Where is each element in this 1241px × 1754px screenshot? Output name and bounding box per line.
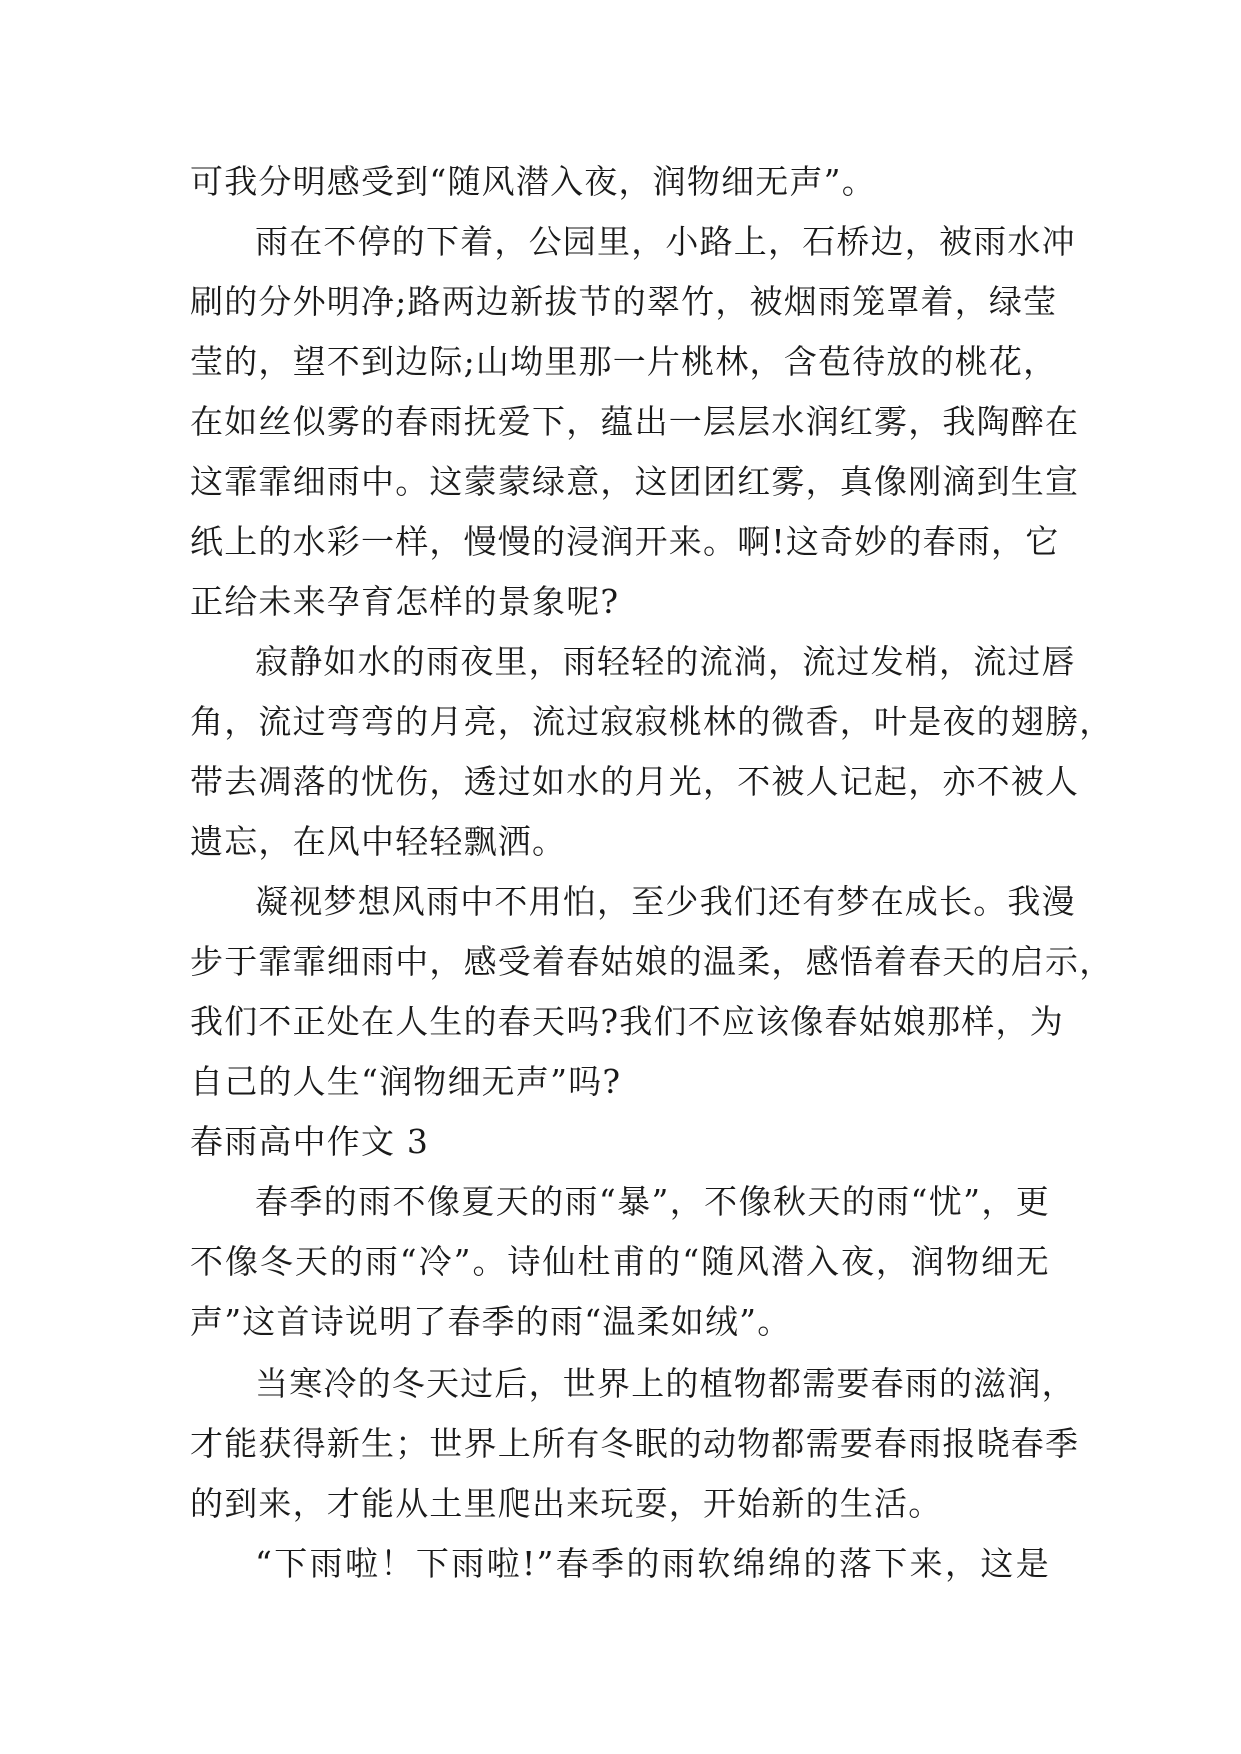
text-line-16: 自己的人生“润物细无声”吗? (190, 1062, 622, 1101)
text-line-22: 才能获得新生；世界上所有冬眠的动物都需要春雨报晓春季 (190, 1424, 1080, 1463)
text-line-10: 角，流过弯弯的月亮，流过寂寂桃林的微香，叶是夜的翅膀， (190, 702, 1114, 741)
text-line-23: 的到来，才能从土里爬出来玩耍，开始新的生活。 (190, 1484, 943, 1523)
text-line-19: 不像冬天的雨“冷”。诗仙杜甫的“随风潜入夜，润物细无 (190, 1242, 1050, 1281)
text-line-20: 声”这首诗说明了春季的雨“温柔如绒”。 (190, 1302, 792, 1341)
text-line-1: 可我分明感受到“随风潜入夜，润物细无声”。 (190, 162, 876, 201)
section-heading: 春雨高中作文 3 (190, 1122, 430, 1161)
text-line-24: “下雨啦！下雨啦!”春季的雨软绵绵的落下来，这是 (255, 1544, 1050, 1583)
text-line-14: 步于霏霏细雨中，感受着春姑娘的温柔，感悟着春天的启示， (190, 942, 1114, 981)
text-line-6: 这霏霏细雨中。这蒙蒙绿意，这团团红雾，真像刚滴到生宣 (190, 462, 1080, 501)
text-line-8: 正给未来孕育怎样的景象呢? (190, 582, 620, 621)
text-line-12: 遗忘，在风中轻轻飘洒。 (190, 822, 567, 861)
text-line-13: 凝视梦想风雨中不用怕，至少我们还有梦在成长。我漫 (255, 882, 1076, 921)
text-line-5: 在如丝似雾的春雨抚爱下，蕴出一层层水润红雾，我陶醉在 (190, 402, 1080, 441)
text-line-2: 雨在不停的下着，公园里，小路上，石桥边，被雨水冲 (255, 222, 1076, 261)
text-line-18: 春季的雨不像夏天的雨“暴”，不像秋天的雨“忧”，更 (255, 1182, 1050, 1221)
text-line-21: 当寒冷的冬天过后，世界上的植物都需要春雨的滋润， (255, 1364, 1076, 1403)
text-line-7: 纸上的水彩一样，慢慢的浸润开来。啊!这奇妙的春雨，它 (190, 522, 1060, 561)
text-line-9: 寂静如水的雨夜里，雨轻轻的流淌，流过发梢，流过唇 (255, 642, 1076, 681)
text-line-3: 刷的分外明净;路两边新拔节的翠竹，被烟雨笼罩着，绿莹 (190, 282, 1058, 321)
text-line-15: 我们不正处在人生的春天吗?我们不应该像春姑娘那样，为 (190, 1002, 1064, 1041)
text-line-11: 带去凋落的忧伤，透过如水的月光，不被人记起，亦不被人 (190, 762, 1080, 801)
text-line-4: 莹的，望不到边际;山坳里那一片桃林，含苞待放的桃花， (190, 342, 1058, 381)
